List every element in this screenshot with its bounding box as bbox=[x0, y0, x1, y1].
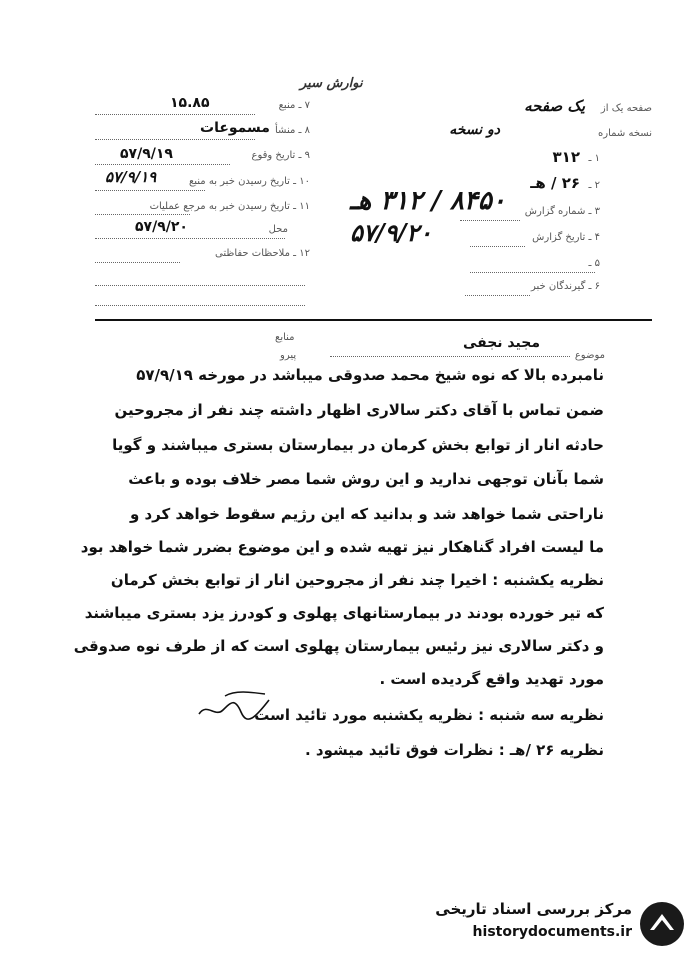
subject-label: موضوع bbox=[574, 350, 605, 361]
field-place-line bbox=[95, 238, 285, 239]
field-place-label: محل bbox=[268, 224, 288, 235]
signature-mark bbox=[195, 688, 275, 728]
subject-line bbox=[330, 356, 570, 357]
body-line: حادثه انار از توابع بخش کرمان در بیمارستان بستری میباشند و گویا bbox=[112, 436, 604, 454]
field-5-line bbox=[470, 272, 595, 273]
field-page-value: یک صفحه bbox=[524, 97, 585, 115]
field-8-line bbox=[95, 139, 255, 140]
field-12-label: ۱۲ ـ ملاحظات حفاظتی bbox=[215, 248, 310, 259]
field-2-value: ۲۶ / هـ bbox=[530, 174, 580, 192]
field-7-label: ۷ ـ منبع bbox=[278, 100, 310, 111]
body-line: ما لیست افراد گناهکار نیز تهیه شده و این موضوع بضرر شما خواهد بود bbox=[80, 538, 604, 556]
field-3-value: ۸۴۵۰ / ۳۱۲ هـ bbox=[350, 186, 506, 216]
field-12-line-3 bbox=[95, 305, 305, 306]
body-line: مورد تهدید واقع گردیده است . bbox=[379, 670, 604, 688]
body-line: نظریه سه شنبه : نظریه یکشنبه مورد تائید است bbox=[254, 706, 604, 724]
field-11-label: ۱۱ ـ تاریخ رسیدن خبر به مرجع عملیات bbox=[149, 201, 310, 212]
watermark-url: historydocuments.ir bbox=[472, 924, 632, 940]
body-line: که تیر خورده بودند در بیمارستانهای پهلوی و کودرز یزد بستری میباشند bbox=[84, 604, 604, 622]
field-9-label: ۹ ـ تاریخ وقوع bbox=[251, 150, 310, 161]
field-12-line bbox=[95, 262, 180, 263]
document-header-title: نوارش سیر bbox=[300, 76, 363, 91]
field-1-value: ۳۱۲ bbox=[552, 148, 580, 166]
field-8-label: ۸ ـ منشأ bbox=[274, 125, 310, 136]
body-line: و دکتر سالاری نیز رئیس بیمارستان پهلوی است که از طرف نوه صدوقی bbox=[73, 637, 604, 655]
field-1-label: ۱ ـ bbox=[588, 153, 600, 164]
watermark-title: مرکز بررسی اسناد تاریخی bbox=[435, 900, 632, 918]
archive-logo-icon bbox=[638, 900, 686, 948]
body-line: نامبرده بالا که نوه شیخ محمد صدوقی میباشد در مورخه ۵۷/۹/۱۹ bbox=[136, 366, 604, 384]
subject-side-a: منابع bbox=[275, 332, 295, 343]
field-2-label: ۲ ـ bbox=[588, 180, 600, 191]
field-6-label: ۶ ـ گیرندگان خبر bbox=[530, 281, 600, 292]
field-3-label: ۳ ـ شماره گزارش bbox=[524, 206, 600, 217]
field-7-value: ۱۵.۸۵ bbox=[170, 95, 210, 111]
field-10-line bbox=[95, 190, 205, 191]
field-9-value: ۵۷/۹/۱۹ bbox=[120, 146, 173, 162]
body-line: نظریه یکشنبه : اخیرا چند نفر از مجروحین انار از توابع بخش کرمان bbox=[110, 571, 604, 589]
body-line: شما بآنان توجهی ندارید و این روش شما مصر خلاف بوده و باعث bbox=[128, 470, 604, 488]
field-11-line bbox=[95, 214, 190, 215]
field-10-value: ۵۷/۹/۱۹ bbox=[105, 168, 157, 186]
field-4-line bbox=[470, 246, 525, 247]
field-9-line bbox=[95, 164, 230, 165]
body-line: ضمن تماس با آقای دکتر سالاری اظهار داشته چند نفر از مجروحین bbox=[114, 401, 604, 419]
field-12-line-2 bbox=[95, 285, 305, 286]
field-10-label: ۱۰ ـ تاریخ رسیدن خبر به منبع bbox=[188, 176, 310, 187]
field-copy-value: دو نسخه bbox=[449, 122, 500, 138]
field-8-value: مسموعات bbox=[200, 120, 270, 136]
field-copy-label: نسخه شماره bbox=[598, 128, 652, 139]
field-5-label: ۵ ـ bbox=[588, 258, 600, 269]
subject-value: مجید نجفی bbox=[462, 335, 540, 351]
field-4-value: ۵۷/۹/۲۰ bbox=[350, 218, 432, 247]
field-6-line bbox=[465, 295, 530, 296]
field-page-label: صفحه یک از bbox=[600, 103, 652, 114]
field-place-value: ۵۷/۹/۲۰ bbox=[135, 219, 188, 235]
subject-side-b: پیرو bbox=[280, 350, 297, 361]
body-line: نظریه ۲۶ /هـ : نظرات فوق تائید میشود . bbox=[305, 741, 604, 759]
watermark bbox=[408, 898, 688, 950]
header-divider bbox=[95, 319, 652, 321]
field-4-label: ۴ ـ تاریخ گزارش bbox=[532, 232, 600, 243]
field-3-line bbox=[460, 220, 520, 221]
field-7-line bbox=[95, 114, 255, 115]
body-line: ناراحتی شما خواهد شد و بدانید که این رژیم سقوط خواهد کرد و bbox=[129, 505, 604, 523]
